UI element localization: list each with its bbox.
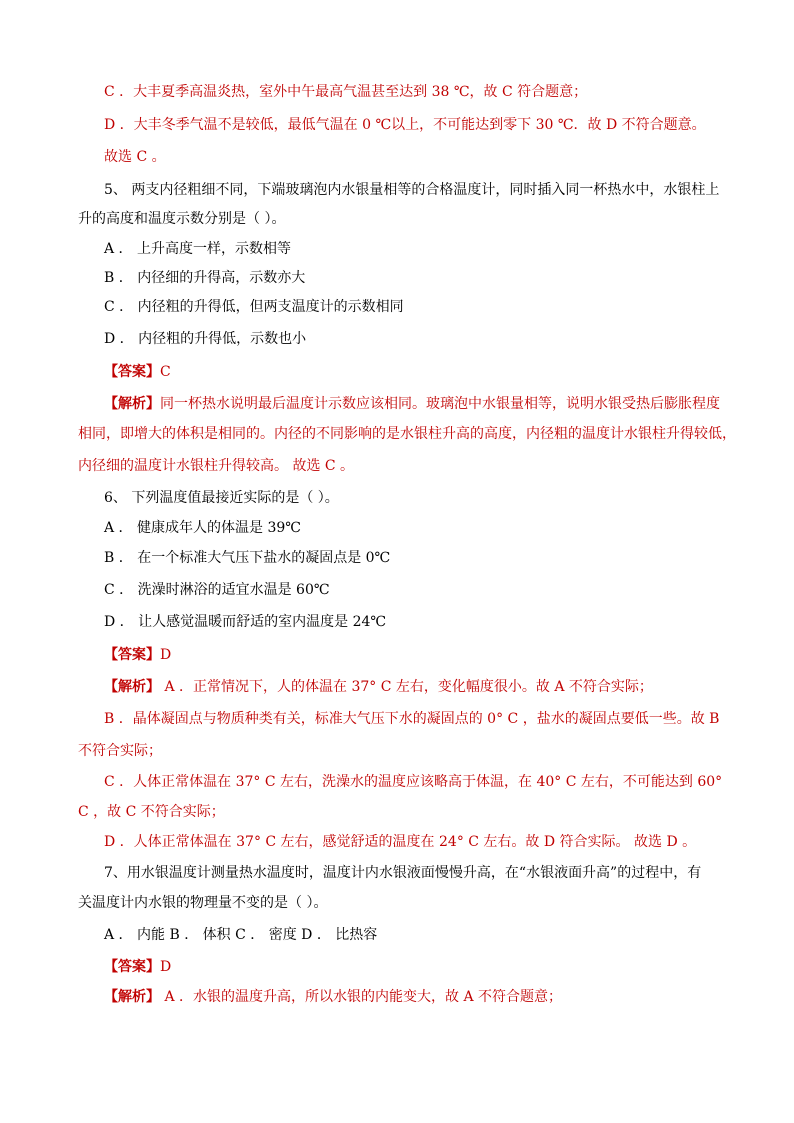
answer-line	[104, 362, 714, 382]
analysis-line	[104, 394, 720, 414]
line-text: 内径细的温度计水银柱升得较高。 故选 C 。	[78, 458, 355, 474]
option-line	[104, 297, 714, 317]
option-line	[104, 518, 714, 538]
line-text: A ． 上升高度一样，示数相等	[104, 241, 292, 257]
question-line	[104, 863, 714, 883]
line-text: 升的高度和温度示数分别是（ ）。	[78, 211, 286, 227]
line-text: A ．水银的温度升高，所以水银的内能变大，故 A 不符合题意；	[160, 989, 563, 1005]
line-text: C ． 洗澡时淋浴的适宜水温是 60℃	[104, 582, 330, 598]
text-line	[104, 115, 714, 135]
line-text: A ． 内能 B ． 体积 C ． 密度 D ． 比热容	[104, 927, 378, 943]
line-text: B ．晶体凝固点与物质种类有关，标准大气压下水的凝固点的 0° C ，盐水的凝固点要低一些。故 B	[104, 711, 720, 727]
line-text: D ． 让人感觉温暖而舒适的室内温度是 24℃	[104, 614, 387, 630]
analysis-line	[104, 832, 714, 852]
line-text: D	[160, 647, 172, 663]
line-text: 7、用水银温度计测量热水温度时，温度计内水银液面慢慢升高，在“水银液面升高”的过程中，有	[104, 865, 702, 881]
analysis-label: 【解析】	[104, 989, 160, 1005]
line-text: C ． 内径粗的升得低，但两支温度计的示数相同	[104, 299, 404, 315]
analysis-line	[104, 677, 714, 697]
option-line	[104, 239, 714, 259]
analysis-line	[78, 424, 736, 444]
line-text: C	[160, 364, 171, 380]
line-text: C ．大丰夏季高温炎热，室外中午最高气温甚至达到 38 ℃，故 C 符合题意；	[104, 84, 588, 100]
analysis-line	[104, 987, 714, 1007]
line-text: 相同，即增大的体积是相同的。内径的不同影响的是水银柱升高的高度，内径粗的温度计水银柱升得较低，	[78, 426, 736, 442]
line-text: 同一杯热水说明最后温度计示数应该相同。玻璃泡中水银量相等，说明水银受热后膨胀程度	[160, 396, 720, 412]
line-text: D	[160, 959, 172, 975]
option-line	[104, 268, 714, 288]
answer-line	[104, 957, 714, 977]
text-line	[104, 147, 714, 167]
line-text: D ．人体正常体温在 37° C 左右，感觉舒适的温度在 24° C 左右。故 D 符合实际。 故选 D 。	[104, 834, 697, 850]
line-text: 关温度计内水银的物理量不变的是（ ）。	[78, 895, 328, 911]
line-text: C ．人体正常体温在 37° C 左右，洗澡水的温度应该略高于体温，在 40° C 左右，不可能达到 60°	[104, 774, 723, 790]
line-text: A ．正常情况下，人的体温在 37° C 左右，变化幅度很小。故 A 不符合实际；	[160, 679, 653, 695]
line-text: B ． 内径细的升得高，示数亦大	[104, 270, 306, 286]
option-line	[104, 329, 714, 349]
answer-label: 【答案】	[104, 647, 160, 663]
line-text: D ． 内径粗的升得低，示数也小	[104, 331, 307, 347]
analysis-line	[78, 802, 714, 822]
question-line	[104, 488, 714, 508]
option-line	[104, 925, 714, 945]
answer-label: 【答案】	[104, 959, 160, 975]
line-text: 5、 两支内径粗细不同，下端玻璃泡内水银量相等的合格温度计，同时插入同一杯热水中，水银柱上	[104, 182, 720, 198]
answer-line	[104, 645, 714, 665]
line-text: D ．大丰冬季气温不是较低，最低气温在 0 ℃以上，不可能达到零下 30 ℃．故 D 不符合题意。	[104, 117, 706, 133]
line-text: 不符合实际；	[78, 743, 162, 759]
analysis-label: 【解析】	[104, 396, 160, 412]
line-text: A ． 健康成年人的体温是 39℃	[104, 520, 301, 536]
line-text: C ，故 C 不符合实际；	[78, 804, 225, 820]
question-line	[104, 180, 720, 200]
analysis-label: 【解析】	[104, 679, 160, 695]
analysis-line	[78, 456, 714, 476]
line-text: 6、 下列温度值最接近实际的是（ ）。	[104, 490, 339, 506]
text-line	[104, 82, 714, 102]
option-line	[104, 580, 714, 600]
answer-label: 【答案】	[104, 364, 160, 380]
line-text: B ． 在一个标准大气压下盐水的凝固点是 0℃	[104, 550, 391, 566]
analysis-line	[78, 741, 714, 761]
analysis-line	[104, 772, 723, 792]
option-line	[104, 548, 714, 568]
question-line	[78, 893, 714, 913]
analysis-line	[104, 709, 720, 729]
question-line	[78, 209, 714, 229]
line-text: 故选 C 。	[104, 149, 166, 165]
option-line	[104, 612, 714, 632]
